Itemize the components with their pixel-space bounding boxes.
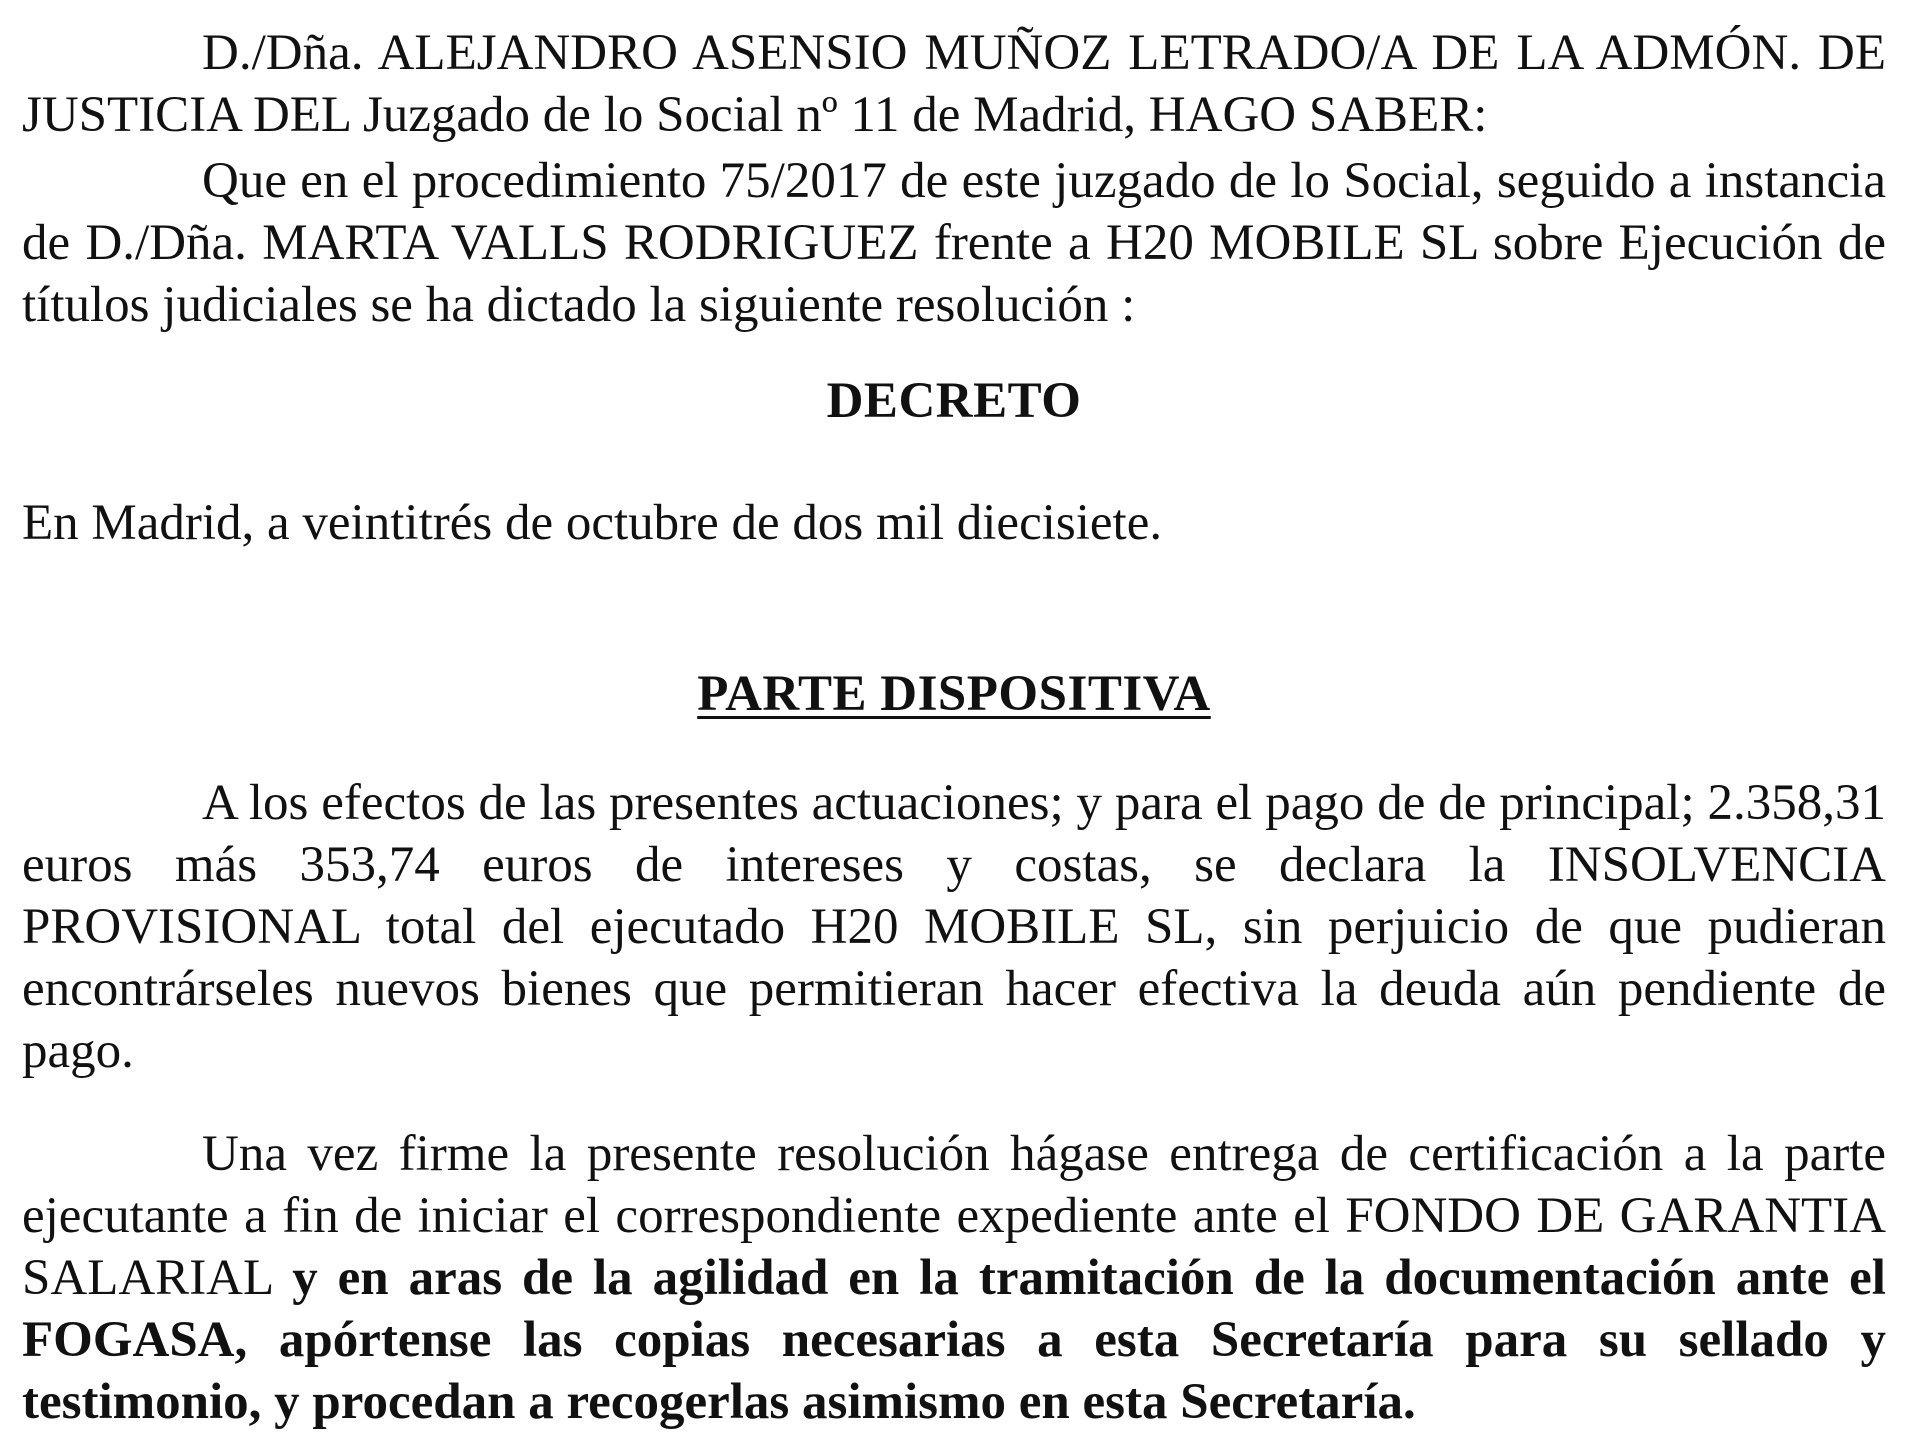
hago-saber-paragraph: D./Dña. ALEJANDRO ASENSIO MUÑOZ LETRADO/A DE LA ADMÓN. DE JUSTICIA DEL Juzgado de lo Social nº 11 de Madrid, HAGO SABER: [22,25,1886,143]
procedimiento-paragraph: Que en el procedimiento 75/2017 de este juzgado de lo Social, seguido a instancia de D./Dña. MARTA VALLS RODRIGUEZ frente a H20 MOBILE SL sobre Ejecución de títulos judiciales se ha dictado la siguiente resolución : [22,153,1886,333]
date-paragraph: En Madrid, a veintitrés de octubre de dos mil diecisiete. [22,495,1163,551]
insolvencia-paragraph: A los efectos de las presentes actuaciones; y para el pago de de principal; 2.358,31 euros más 353,74 euros de intereses y costas, se declara la INSOLVENCIA PROVISIONAL total del ejecutado H20 MOBILE SL, sin perjuicio de que pudieran encontrárseles nuevos bienes que permitieran hacer efectiva la deuda aún pendiente de pago. [22,775,1886,1079]
fogasa-paragraph-bold-text: y en aras de la agilidad en la tramitación de la documentación ante el FOGASA, apórtense las copias necesarias a esta Secretaría para su sellado y testimonio, y procedan a recogerlas asimismo en esta Secretaría. [22,1250,1886,1430]
fogasa-paragraph [22,1123,1886,1433]
parte-dispositiva-heading [22,663,1886,725]
fogasa-paragraph-normal-text: Una vez firme la presente resolución hágase entrega de certificación a la parte ejecutante a fin de iniciar el correspondiente expediente ante el FONDO DE GARANTIA SALARIAL [22,1126,1886,1306]
decreto-heading: DECRETO [826,373,1082,429]
parte-dispositiva-heading-text: PARTE DISPOSITIVA [697,666,1211,722]
